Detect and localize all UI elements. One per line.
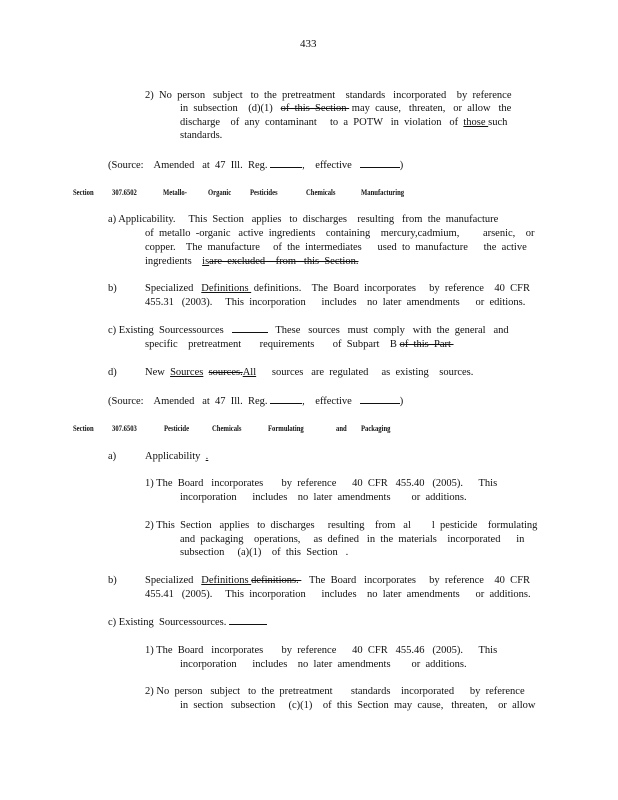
section-title-word: Manufacturing xyxy=(361,187,405,197)
section-title-word: Pesticides xyxy=(250,187,278,197)
source-amended: Amended at 47 Ill. Reg. xyxy=(153,396,268,407)
underlined-text: . xyxy=(205,451,209,462)
struck-text: definitions. xyxy=(251,575,302,586)
text-run: definitions. The Board incorporates by reference 40 CFR xyxy=(251,283,531,294)
section-title-word: and xyxy=(336,423,347,433)
para-line: and packaging operations, as defined in the materials incorporated in xyxy=(180,534,525,545)
para-line xyxy=(145,255,358,268)
para-line: 2) No person subject to the pretreatment standards incorporated by reference xyxy=(145,686,525,697)
text-run: c) Existing Sourcessources xyxy=(108,325,232,336)
para-line: incorporation includes no later amendments or additions. xyxy=(180,492,467,503)
underlined-text: All xyxy=(242,367,257,378)
text-run: Specialized xyxy=(145,283,202,294)
text-run: Specialized xyxy=(145,575,202,586)
para-line xyxy=(108,616,267,629)
section-title-word: Organic xyxy=(208,187,232,197)
underlined-text: is xyxy=(202,256,210,267)
para-label: b) xyxy=(108,283,117,294)
text-run: may cause, threaten, or allow the xyxy=(349,103,512,114)
para-line xyxy=(108,324,509,337)
blank-line xyxy=(270,158,302,168)
para-line xyxy=(145,366,473,379)
source-note: (Source: Amended at 47 Ill. Reg. , effective ) xyxy=(108,160,404,171)
para-line: 2) This Section applies to discharges resulting from al l pesticide formulating xyxy=(145,520,538,531)
para-line: subsection (a)(1) of this Section . xyxy=(180,547,349,558)
section-title-word: Chemicals xyxy=(306,187,336,197)
underlined-text: those xyxy=(463,117,489,128)
blank-line xyxy=(360,394,400,404)
text-run: discharge of any contaminant to a POTW in violation of xyxy=(180,117,464,128)
section-title-word: Formulating xyxy=(268,423,304,433)
struck-text: of this Part xyxy=(399,339,454,350)
section-title-word: Metallo- xyxy=(163,187,187,197)
underlined-text: Definitions xyxy=(201,575,252,586)
text-run: such xyxy=(488,117,508,128)
blank-line xyxy=(360,158,400,168)
source-close: ) xyxy=(399,160,404,171)
para-line xyxy=(145,450,208,463)
para-line: 455.31 (2003). This incorporation includes no later amendments or editions. xyxy=(145,297,526,308)
section-word: Section xyxy=(73,423,94,433)
para-line: No person subject to the pretreatment standards incorporated by reference xyxy=(159,90,512,101)
source-close: ) xyxy=(399,396,404,407)
struck-text: of this Section xyxy=(280,103,350,114)
para-label: d) xyxy=(108,367,117,378)
deletion-line xyxy=(232,326,268,333)
para-line xyxy=(145,574,530,587)
para-line: incorporation includes no later amendments or additions. xyxy=(180,659,467,670)
text-run: specific pretreatment requirements of Subpart B xyxy=(145,339,400,350)
section-number: 307.6502 xyxy=(112,187,137,197)
text-run: in subsection (d)(1) xyxy=(180,103,281,114)
para-line: a) Applicability. This Section applies to discharges resulting from the manufacture xyxy=(108,214,499,225)
para-line: standards. xyxy=(180,130,223,141)
source-amended: Amended at 47 Ill. Reg. xyxy=(153,160,268,171)
page-number: 433 xyxy=(300,38,317,50)
para-line xyxy=(180,116,507,129)
source-effective: effective xyxy=(315,160,352,171)
para-line: 1) The Board incorporates by reference 40 CFR 455.46 (2005). This xyxy=(145,645,498,656)
source-label: (Source: xyxy=(108,160,144,171)
section-word: Section xyxy=(73,187,94,197)
text-run: Applicability xyxy=(145,451,201,462)
source-effective: effective xyxy=(315,396,352,407)
para-label: b) xyxy=(108,575,117,586)
text-run: The Board incorporates by reference 40 CFR xyxy=(301,575,531,586)
para-line xyxy=(180,102,511,115)
section-title-word: Chemicals xyxy=(212,423,242,433)
para-line xyxy=(145,282,530,295)
blank-line xyxy=(270,394,302,404)
struck-text: sources. xyxy=(208,367,243,378)
para-line: 455.41 (2005). This incorporation includes no later amendments or additions. xyxy=(145,589,531,600)
para-line xyxy=(145,338,454,351)
text-run: These sources must comply with the general and xyxy=(267,325,509,336)
underlined-text: Sources xyxy=(170,367,204,378)
section-title-word: Packaging xyxy=(361,423,391,433)
underlined-text: Definitions xyxy=(201,283,252,294)
para-line: copper. The manufacture of the intermediates used to manufacture the active xyxy=(145,242,527,253)
source-label: (Source: xyxy=(108,396,144,407)
para-line: of metallo -organic active ingredients containing mercury,cadmium, arsenic, or xyxy=(145,228,535,239)
text-run: c) Existing Sourcessources. xyxy=(108,617,227,628)
deletion-line xyxy=(229,618,267,625)
para-line: in section subsection (c)(1) of this Section may cause, threaten, or allow xyxy=(180,700,536,711)
para-label: a) xyxy=(108,451,117,462)
struck-text: are excluded from this Section. xyxy=(209,256,359,267)
section-number: 307.6503 xyxy=(112,423,137,433)
source-note: (Source: Amended at 47 Ill. Reg. , effective ) xyxy=(108,396,404,407)
text-run: sources are regulated as existing sources. xyxy=(256,367,474,378)
para-num: 2) xyxy=(145,90,154,101)
text-run: ingredients xyxy=(145,256,203,267)
para-line: 1) The Board incorporates by reference 40 CFR 455.40 (2005). This xyxy=(145,478,498,489)
section-title-word: Pesticide xyxy=(164,423,190,433)
text-run: New xyxy=(145,367,171,378)
